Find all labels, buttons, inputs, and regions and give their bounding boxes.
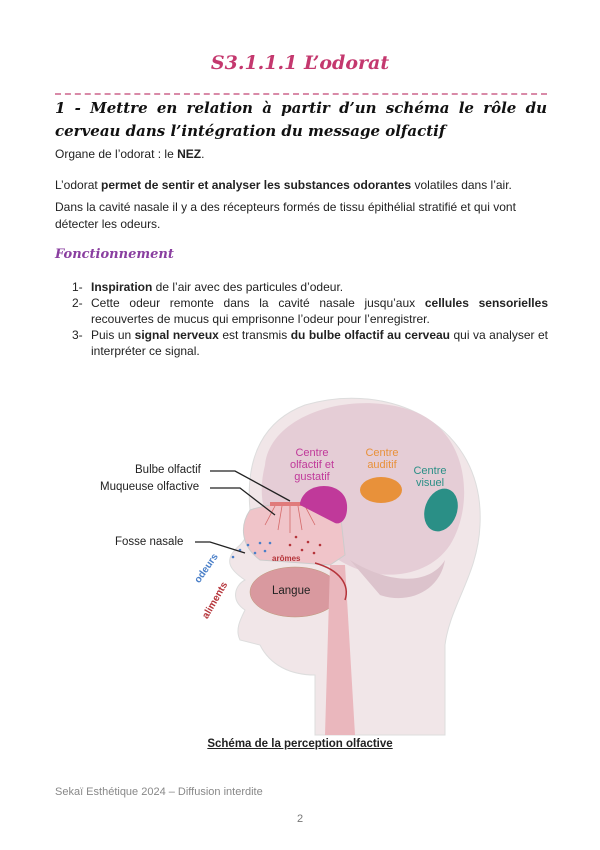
dotted-divider bbox=[55, 93, 547, 95]
text: de l’air avec des particules d’odeur. bbox=[152, 280, 344, 294]
bold-text: du bulbe olfactif au cerveau bbox=[290, 328, 451, 342]
text: volatiles dans l’air. bbox=[411, 178, 512, 192]
label-aromes: arômes bbox=[272, 554, 301, 563]
label-aliments: aliments bbox=[200, 580, 231, 621]
bold-text: signal nerveux bbox=[134, 328, 219, 342]
label-centre-olfactif: Centre olfactif et gustatif bbox=[289, 447, 335, 483]
list-number: 3- bbox=[72, 328, 83, 342]
label-fosse-nasale: Fosse nasale bbox=[115, 536, 184, 548]
text: est transmis bbox=[218, 328, 291, 342]
label-muqueuse-olfactive: Muqueuse olfactive bbox=[100, 481, 200, 493]
label-bulbe-olfactif: Bulbe olfactif bbox=[135, 464, 201, 476]
diagram-caption: Schéma de la perception olfactive bbox=[207, 738, 393, 750]
bold-text: Inspiration bbox=[91, 280, 153, 294]
list-item bbox=[72, 327, 548, 359]
page-number: 2 bbox=[296, 813, 304, 825]
list-item bbox=[72, 295, 548, 327]
footer-text: Sekaï Esthétique 2024 – Diffusion interdite bbox=[55, 786, 263, 798]
steps-list bbox=[72, 279, 548, 359]
text: Organe de l’odorat : le bbox=[55, 147, 178, 161]
paragraph-organ bbox=[55, 146, 550, 163]
label-langue: Langue bbox=[272, 585, 311, 597]
bold-text: permet de sentir et analyser les substances odorantes bbox=[101, 178, 412, 192]
olfactory-diagram bbox=[100, 385, 500, 740]
list-number: 2- bbox=[72, 296, 83, 310]
paragraph-definition bbox=[55, 177, 550, 194]
text: Cette odeur remonte dans la cavité nasale jusqu’aux bbox=[91, 296, 425, 310]
paragraph-receptors: Dans la cavité nasale il y a des récepteurs formés de tissu épithélial stratifié et qui vont détecter les odeurs. bbox=[55, 200, 516, 231]
list-number: 1- bbox=[72, 280, 83, 294]
section-heading: 1 - Mettre en relation à partir d’un schéma le rôle du cerveau dans l’intégration du message olfactif bbox=[55, 99, 547, 140]
label-centre-auditif: Centre auditif bbox=[365, 447, 399, 471]
text: recouvertes de mucus qui emprisonne l’odeur pour l’enregistrer. bbox=[91, 312, 430, 326]
text: . bbox=[201, 147, 205, 161]
subheading-fonctionnement: Fonctionnement bbox=[55, 247, 174, 262]
text: L’odorat bbox=[55, 178, 102, 192]
bold-text: NEZ bbox=[177, 147, 202, 161]
bold-text: cellules sensorielles bbox=[424, 296, 548, 310]
page-title: S3.1.1.1 L’odorat bbox=[210, 52, 390, 74]
label-centre-visuel: Centre visuel bbox=[413, 465, 447, 489]
text: Puis un bbox=[91, 328, 135, 342]
list-item bbox=[72, 279, 548, 295]
label-odeurs: odeurs bbox=[192, 551, 221, 586]
centre-auditif-shape bbox=[360, 477, 402, 503]
text: qui va analyser et interpréter ce signal. bbox=[91, 328, 549, 358]
